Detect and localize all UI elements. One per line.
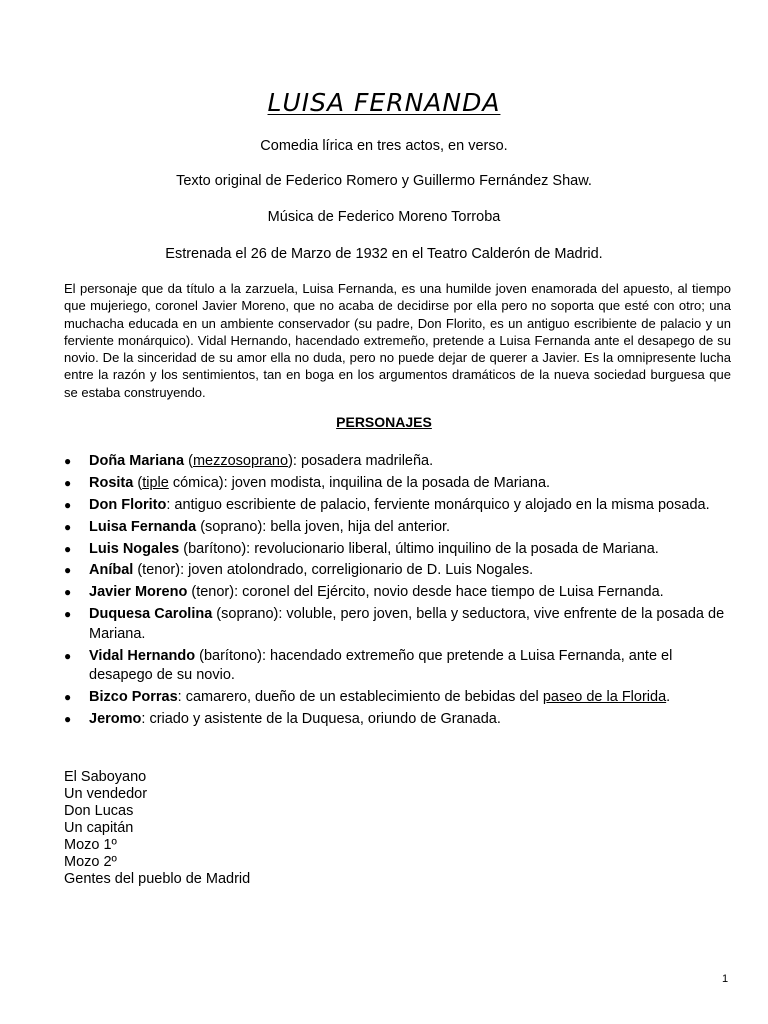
character-item: [64, 496, 731, 516]
character-item: ● Luis Nogales (barítono): revolucionario liberal, último inquilino de la posada de Mariana.: [64, 540, 731, 560]
character-description: ): joven atolondrado, correligionario de D. Luis Nogales.: [175, 562, 534, 579]
voice-type: tenor: [142, 562, 176, 579]
page-number: 1: [722, 973, 729, 985]
character-item: [64, 710, 731, 730]
character-name: Javier Moreno: [89, 584, 188, 601]
character-name: Duquesa Carolina: [89, 606, 213, 623]
bullet-icon: ●: [64, 475, 72, 490]
extra-character: Mozo 2º: [64, 854, 117, 870]
voice-type: soprano: [205, 518, 258, 535]
page-title: LUISA FERNANDA: [267, 88, 501, 117]
bullet-icon: ●: [64, 497, 72, 512]
bullet-icon: ●: [64, 711, 72, 726]
character-name: Vidal Hernando: [89, 647, 196, 664]
character-description: ): voluble, pero joven, bella y seductora, vive enfrente de la posada de Mariana.: [89, 606, 725, 642]
subtitle-authors: Texto original de Federico Romero y Guillermo Fernández Shaw.: [176, 173, 592, 189]
bullet-icon: ●: [64, 541, 72, 556]
voice-type: tenor: [196, 584, 230, 601]
subtitle-genre: Comedia lírica en tres actos, en verso.: [260, 138, 508, 154]
bullet-icon: ●: [64, 519, 72, 534]
character-description: ): revolucionario liberal, último inquilino de la posada de Mariana.: [241, 540, 659, 557]
section-heading-personajes: PERSONAJES: [336, 414, 432, 430]
subtitle-music: Música de Federico Moreno Torroba: [267, 209, 501, 225]
character-item: ● Doña Mariana (mezzosoprano): posadera madrileña.: [64, 452, 731, 472]
extra-character: Un vendedor: [64, 786, 148, 802]
character-description: ): coronel del Ejército, novio desde hace tiempo de Luisa Fernanda.: [229, 584, 664, 601]
character-item: ● Vidal Hernando (barítono): hacendado extremeño que pretende a Luisa Fernanda, ante el desapego de su novio.: [64, 647, 673, 684]
character-description: : camarero, dueño de un establecimiento de bebidas del: [177, 689, 543, 706]
character-item: ● Duquesa Carolina (soprano): voluble, pero joven, bella y seductora, vive enfrente de la posada de Mariana.: [64, 606, 725, 642]
character-description: ): hacendado extremeño que pretende a Luisa Fernanda, ante el desapego de su novio.: [89, 647, 673, 684]
character-description: cómica): joven modista, inquilina de la posada de Mariana.: [168, 474, 551, 491]
character-item: ● Luisa Fernanda (soprano): bella joven, hija del anterior.: [64, 518, 731, 538]
character-description: ): posadera madrileña.: [288, 453, 434, 469]
place-link[interactable]: paseo de la Florida: [542, 689, 667, 706]
character-item: ● Javier Moreno (tenor): coronel del Ejército, novio desde hace tiempo de Luisa Fernanda.: [64, 583, 731, 603]
voice-type: soprano: [221, 606, 274, 623]
character-name: Luisa Fernanda: [89, 518, 197, 535]
voice-type: barítono: [203, 647, 258, 664]
voice-link[interactable]: mezzosoprano: [192, 453, 289, 469]
character-description: ): bella joven, hija del anterior.: [257, 518, 451, 535]
extra-character: Un capitán: [64, 820, 134, 836]
character-name: Jeromo: [89, 710, 142, 727]
extras-list: [64, 769, 250, 888]
character-name: Luis Nogales: [89, 540, 180, 557]
extra-character: El Saboyano: [64, 769, 147, 785]
extra-character: Gentes del pueblo de Madrid: [64, 871, 251, 887]
intro-paragraph: El personaje que da título a la zarzuela, Luisa Fernanda, es una humilde joven enamorada del apuesto, al tiempo que mujeriego, coronel Javier Moreno, que no acaba de decidirse por ella pero no soporta que esté con otro; una muchacha educada en un ambiente conservador (su padre, Don Florito, es un antiguo escribiente de palacio y un ferviente monárquico). Vidal Hernando, hacendado extremeño, pretende a Luisa Fernanda ante el desapego de su novio. De la sinceridad de su amor ella no duda, pero no puede dejar de querer a Javier. Es la omnipresente lucha entre la razón y los sentimientos, tan en boga en los argumentos dramáticos de la nueva sociedad burguesa que se estaba construyendo.: [64, 281, 731, 400]
bullet-icon: ●: [64, 648, 72, 663]
character-description: : antiguo escribiente de palacio, ferviente monárquico y alojado en la misma posada.: [166, 496, 710, 513]
character-item: ● Aníbal (tenor): joven atolondrado, correligionario de D. Luis Nogales.: [64, 561, 731, 581]
character-description: : criado y asistente de la Duquesa, oriundo de Granada.: [141, 710, 501, 727]
extra-character: Don Lucas: [64, 803, 134, 819]
character-name: Doña Mariana: [89, 453, 185, 469]
bullet-icon: ●: [64, 607, 72, 622]
character-list: [64, 452, 731, 732]
bullet-icon: ●: [64, 690, 72, 705]
character-item: ● Rosita (tiple cómica): joven modista, inquilina de la posada de Mariana.: [64, 474, 731, 494]
bullet-icon: ●: [64, 563, 72, 578]
voice-type: barítono: [188, 540, 242, 557]
extra-character: Mozo 1º: [64, 837, 117, 853]
character-name: Aníbal: [89, 562, 134, 579]
character-name: Don Florito: [89, 496, 167, 513]
bullet-icon: ●: [64, 585, 72, 600]
character-name: Rosita: [89, 474, 134, 491]
subtitle-premiere: Estrenada el 26 de Marzo de 1932 en el Teatro Calderón de Madrid.: [165, 246, 603, 262]
character-item: ● Bizco Porras: camarero, dueño de un establecimiento de bebidas del paseo de la Florida.: [64, 688, 731, 708]
bullet-icon: ●: [64, 454, 72, 468]
character-name: Bizco Porras: [89, 689, 178, 706]
voice-link[interactable]: tiple: [142, 474, 169, 491]
